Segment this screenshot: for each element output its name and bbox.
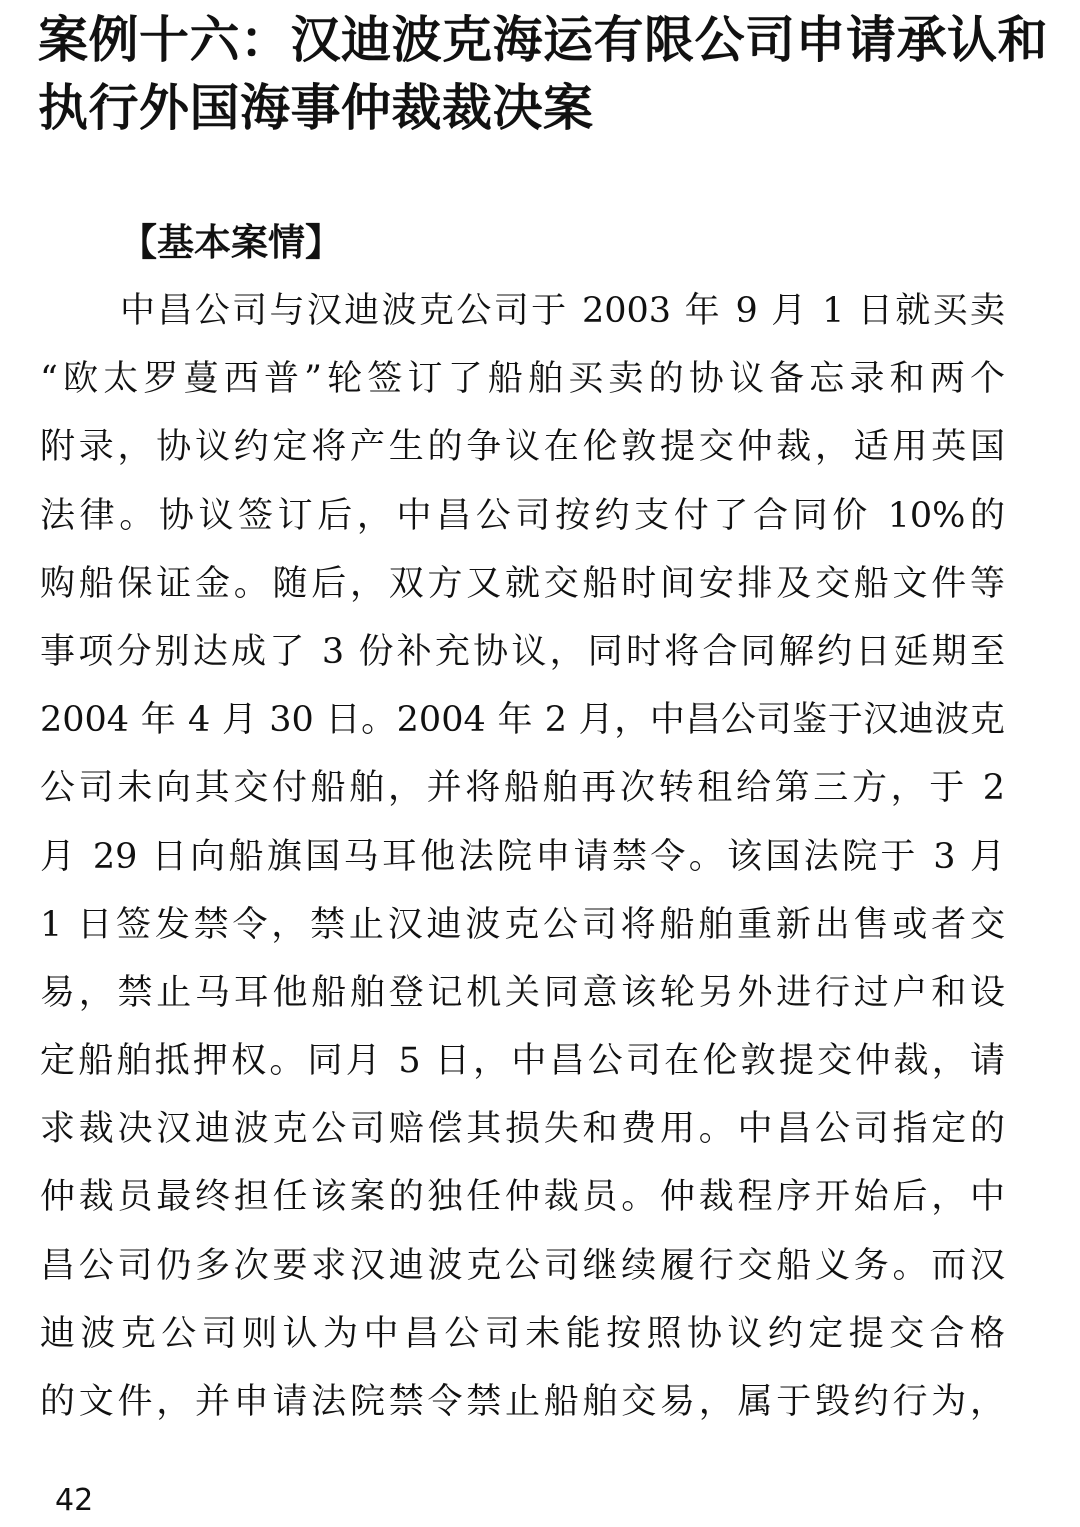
paragraph-line: 昌公司仍多次要求汉迪波克公司继续履行交船义务。而汉 xyxy=(40,1245,1005,1286)
paragraph-line: 求裁决汉迪波克公司赔偿其损失和费用。中昌公司指定的 xyxy=(40,1109,1005,1150)
paragraph-line: 定船舶抵押权。同月 5 日，中昌公司在伦敦提交仲裁，请 xyxy=(40,1041,1005,1082)
title-line-2: 执行外国海事仲裁裁决案 xyxy=(38,79,594,137)
paragraph-line: 2004 年 4 月 30 日。2004 年 2 月，中昌公司鉴于汉迪波克 xyxy=(40,700,1005,741)
paragraph-line: 附录，协议约定将产生的争议在伦敦提交仲裁，适用英国 xyxy=(40,427,1005,468)
paragraph-line: 法律。协议签订后，中昌公司按约支付了合同价 10%的 xyxy=(40,495,1005,536)
paragraph-line: 月 29 日向船旗国马耳他法院申请禁令。该国法院于 3 月 xyxy=(40,836,1005,877)
paragraph-line: 中昌公司与汉迪波克公司于 2003 年 9 月 1 日就买卖 xyxy=(120,291,1005,331)
title-line-1: 案例十六：汉迪波克海运有限公司申请承认和 xyxy=(38,11,1048,69)
section-heading: 【基本案情】 xyxy=(120,220,342,264)
page-title xyxy=(38,6,1048,142)
paragraph-line: 仲裁员最终担任该案的独任仲裁员。仲裁程序开始后，中 xyxy=(40,1177,1005,1218)
paragraph-line: 公司未向其交付船舶，并将船舶再次转租给第三方，于 2 xyxy=(40,768,1005,809)
paragraph-line: 易，禁止马耳他船舶登记机关同意该轮另外进行过户和设 xyxy=(40,972,1005,1013)
paragraph-line: 迪波克公司则认为中昌公司未能按照协议约定提交合格 xyxy=(40,1313,1005,1354)
paragraph-line: 购船保证金。随后，双方又就交船时间安排及交船文件等 xyxy=(40,563,1005,604)
paragraph-line: 1 日签发禁令，禁止汉迪波克公司将船舶重新出售或者交 xyxy=(40,904,1005,945)
paragraph-line: “欧太罗蔓西普”轮签订了船舶买卖的协议备忘录和两个 xyxy=(40,359,1005,400)
paragraph-line: 事项分别达成了 3 份补充协议，同时将合同解约日延期至 xyxy=(40,631,1005,672)
paragraph-line: 的文件，并申请法院禁令禁止船舶交易，属于毁约行为， xyxy=(40,1382,1005,1422)
page-number: 42 xyxy=(55,1483,94,1518)
body-text xyxy=(40,277,1005,1436)
